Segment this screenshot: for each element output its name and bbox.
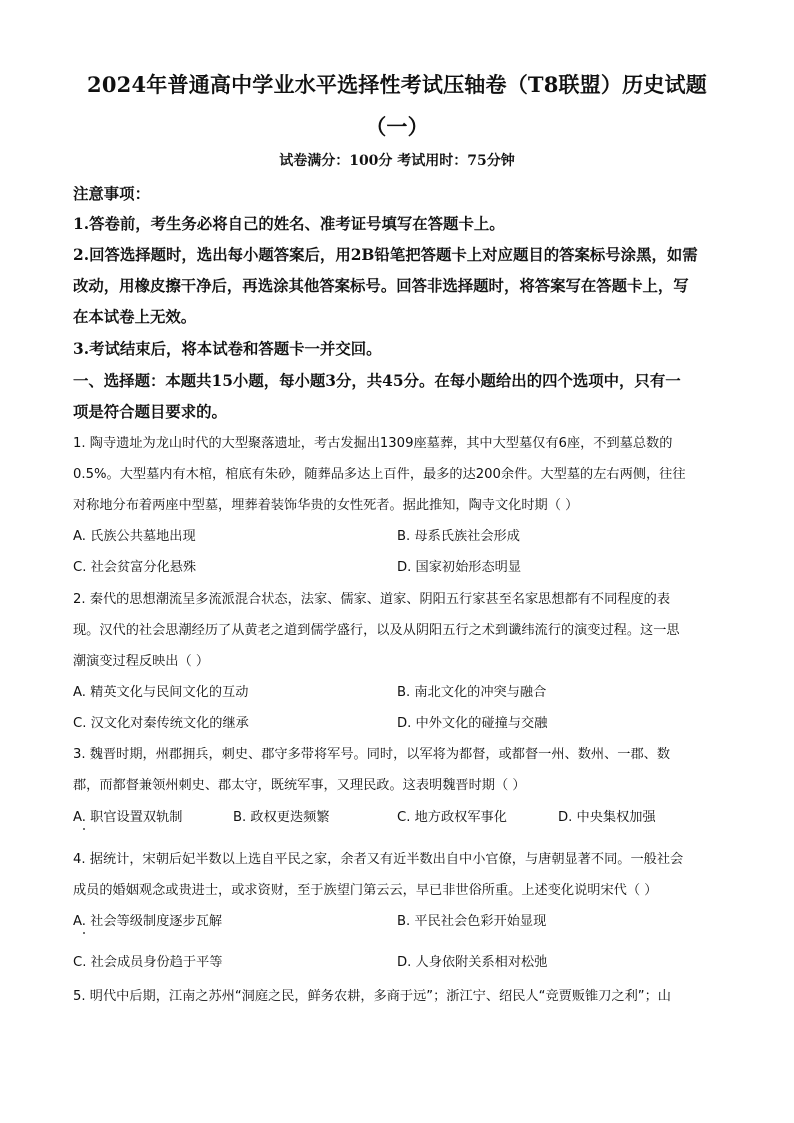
exam-title: 2024年普通高中学业水平选择性考试压轴卷（T8联盟）历史试题: [87, 72, 707, 97]
note-1: 1.答卷前，考生务必将自己的姓名、准考证号填写在答题卡上。: [73, 215, 505, 233]
q4-option-b: B. 平民社会色彩开始显现: [397, 914, 547, 929]
q3-stem-line-1: 3. 魏晋时期，州郡拥兵，刺史、郡守多带将军号。同时，以军将为都督，或都督一州、数州、一郡、数: [73, 747, 671, 762]
q2-stem-line-3: 潮演变过程反映出（ ）: [73, 654, 210, 669]
q4-option-a: A. 社会等级制度逐步瓦解: [73, 914, 223, 929]
scan-dot: [83, 828, 85, 830]
q3-option-c: C. 地方政权军事化: [397, 810, 507, 825]
q2-option-c: C. 汉文化对秦传统文化的继承: [73, 716, 249, 731]
q3-stem-line-2: 郡，而都督兼领州刺史、郡太守，既统军事，又理民政。这表明魏晋时期（ ）: [73, 778, 526, 793]
notes-heading: 注意事项：: [73, 185, 150, 203]
q4-stem-line-1: 4. 据统计，宋朝后妃半数以上选自平民之家，余者又有近半数出自中小官僚，与唐朝显著不同。一般社会: [73, 852, 684, 867]
q5-stem-line-1: 5. 明代中后期，江南之苏州“洞庭之民，鲜务农耕，多商于远”；浙江宁、绍民人“竞贾贩锥刀之利”；山: [73, 989, 671, 1004]
q2-stem-line-1: 2. 秦代的思想潮流呈多流派混合状态，法家、儒家、道家、阴阳五行家甚至名家思想都有不同程度的表: [73, 592, 671, 607]
q1-stem-line-2: 0.5%。大型墓内有木棺，棺底有朱砂，随葬品多达上百件，最多的达200余件。大型墓的左右两侧，往往: [73, 467, 686, 482]
q3-option-d: D. 中央集权加强: [558, 810, 656, 825]
q4-option-d: D. 人身依附关系相对松弛: [397, 955, 548, 970]
q4-stem-line-2: 成员的婚姻观念或贵进士，或求资财，至于族望门第云云，早已非世俗所重。上述变化说明宋代（ ）: [73, 883, 658, 898]
exam-info: 试卷满分：100分 考试用时：75分钟: [279, 153, 515, 169]
q1-option-c: C. 社会贫富分化悬殊: [73, 560, 197, 575]
q2-option-b: B. 南北文化的冲突与融合: [397, 685, 547, 700]
q1-stem-line-1: 1. 陶寺遗址为龙山时代的大型聚落遗址，考古发掘出1309座墓葬，其中大型墓仅有6座，不到墓总数的: [73, 436, 673, 451]
q1-option-b: B. 母系氏族社会形成: [397, 529, 520, 544]
note-3: 3.考试结束后，将本试卷和答题卡一并交回。: [73, 340, 382, 358]
note-2-line-1: 2.回答选择题时，选出每小题答案后，用2B铅笔把答题卡上对应题目的答案标号涂黑，如需: [73, 246, 698, 264]
q3-option-a: A. 职官设置双轨制: [73, 810, 183, 825]
q1-stem-line-3: 对称地分布着两座中型墓，埋葬着装饰华贵的女性死者。据此推知，陶寺文化时期（ ）: [73, 498, 579, 513]
q1-option-a: A. 氏族公共墓地出现: [73, 529, 196, 544]
section-heading-line-2: 项是符合题目要求的。: [73, 403, 227, 421]
exam-subtitle: （一）: [365, 114, 429, 139]
note-2-line-3: 在本试卷上无效。: [73, 308, 197, 326]
scan-dot: [83, 932, 85, 934]
q3-option-b: B. 政权更迭频繁: [233, 810, 330, 825]
q2-option-a: A. 精英文化与民间文化的互动: [73, 685, 249, 700]
section-heading-line-1: 一、选择题：本题共15小题，每小题3分，共45分。在每小题给出的四个选项中，只有一: [73, 372, 681, 390]
q2-stem-line-2: 现。汉代的社会思潮经历了从黄老之道到儒学盛行，以及从阴阳五行之术到谶纬流行的演变过程。这一思: [73, 623, 680, 638]
note-2-line-2: 改动，用橡皮擦干净后，再选涂其他答案标号。回答非选择题时，将答案写在答题卡上，写: [73, 277, 689, 295]
q1-option-d: D. 国家初始形态明显: [397, 560, 522, 575]
q2-option-d: D. 中外文化的碰撞与交融: [397, 716, 548, 731]
q4-option-c: C. 社会成员身份趋于平等: [73, 955, 223, 970]
